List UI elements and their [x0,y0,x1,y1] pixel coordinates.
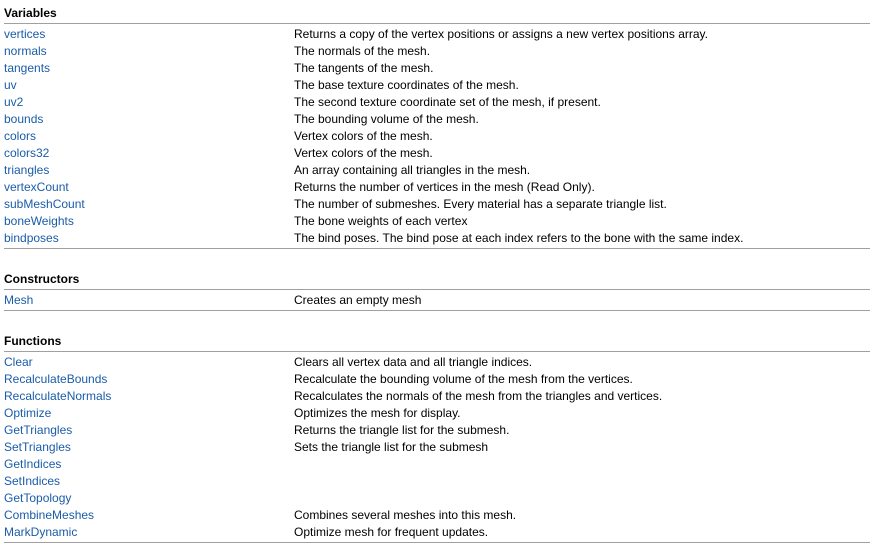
member-link[interactable]: GetIndices [4,457,62,471]
table-row [4,162,870,179]
member-description: The bind poses. The bind pose at each index refers to the bone with the same index. [294,231,744,245]
section-divider [4,310,870,311]
member-description: Optimizes the mesh for display. [294,406,461,420]
table-row [4,111,870,128]
variables-section [4,6,870,249]
member-description: Vertex colors of the mesh. [294,129,433,143]
member-description: An array containing all triangles in the mesh. [294,163,531,177]
member-description: The number of submeshes. Every material has a separate triangle list. [294,197,667,211]
table-row [4,456,870,473]
table-row [4,213,870,230]
functions-section [4,334,870,543]
table-row [4,145,870,162]
member-link[interactable]: SetTriangles [4,440,71,454]
member-link[interactable]: vertices [4,27,46,41]
table-row [4,405,870,422]
member-description: Sets the triangle list for the submesh [294,440,489,454]
member-description: The base texture coordinates of the mesh. [294,78,519,92]
constructors-section [4,272,870,311]
constructors-list [4,292,870,309]
member-description: Creates an empty mesh [294,293,422,307]
table-row [4,94,870,111]
table-row [4,196,870,213]
member-link[interactable]: SetIndices [4,474,61,488]
section-title: Functions [4,334,870,352]
member-link[interactable]: MarkDynamic [4,525,78,539]
member-description: The normals of the mesh. [294,44,431,58]
member-link[interactable]: uv [4,78,17,92]
table-row [4,524,870,541]
member-link[interactable]: tangents [4,61,51,75]
member-description: Optimize mesh for frequent updates. [294,525,489,539]
member-description: Clears all vertex data and all triangle indices. [294,355,533,369]
table-row [4,230,870,247]
member-description: Combines several meshes into this mesh. [294,508,517,522]
section-divider [4,248,870,249]
table-row [4,60,870,77]
member-description: Returns a copy of the vertex positions or assigns a new vertex positions array. [294,27,708,41]
member-link[interactable]: Mesh [4,293,34,307]
section-title: Variables [4,6,870,24]
member-description: Returns the triangle list for the submesh. [294,423,510,437]
member-link[interactable]: Optimize [4,406,52,420]
member-description: The bone weights of each vertex [294,214,468,228]
member-link[interactable]: GetTriangles [4,423,73,437]
member-link[interactable]: uv2 [4,95,24,109]
member-description: Recalculate the bounding volume of the mesh from the vertices. [294,372,633,386]
member-link[interactable]: CombineMeshes [4,508,95,522]
member-link[interactable]: RecalculateNormals [4,389,112,403]
member-link[interactable]: RecalculateBounds [4,372,108,386]
member-description: Vertex colors of the mesh. [294,146,433,160]
table-row [4,179,870,196]
member-link[interactable]: boneWeights [4,214,74,228]
table-row [4,507,870,524]
member-description: The tangents of the mesh. [294,61,434,75]
member-link[interactable]: colors32 [4,146,50,160]
member-link[interactable]: vertexCount [4,180,69,194]
member-link[interactable]: normals [4,44,47,58]
member-link[interactable]: subMeshCount [4,197,85,211]
table-row [4,371,870,388]
table-row [4,354,870,371]
table-row [4,292,870,309]
functions-list [4,354,870,541]
member-description: Recalculates the normals of the mesh from the triangles and vertices. [294,389,663,403]
member-link[interactable]: bounds [4,112,44,126]
member-link[interactable]: colors [4,129,37,143]
section-title: Constructors [4,272,870,290]
table-row [4,422,870,439]
member-link[interactable]: GetTopology [4,491,72,505]
member-description: The bounding volume of the mesh. [294,112,479,126]
variables-list [4,26,870,247]
member-link[interactable]: bindposes [4,231,59,245]
table-row [4,26,870,43]
member-description: The second texture coordinate set of the mesh, if present. [294,95,601,109]
table-row [4,388,870,405]
member-link[interactable]: triangles [4,163,50,177]
table-row [4,77,870,94]
table-row [4,43,870,60]
member-link[interactable]: Clear [4,355,33,369]
table-row [4,439,870,456]
table-row [4,490,870,507]
member-description: Returns the number of vertices in the mesh (Read Only). [294,180,595,194]
table-row [4,473,870,490]
table-row [4,128,870,145]
